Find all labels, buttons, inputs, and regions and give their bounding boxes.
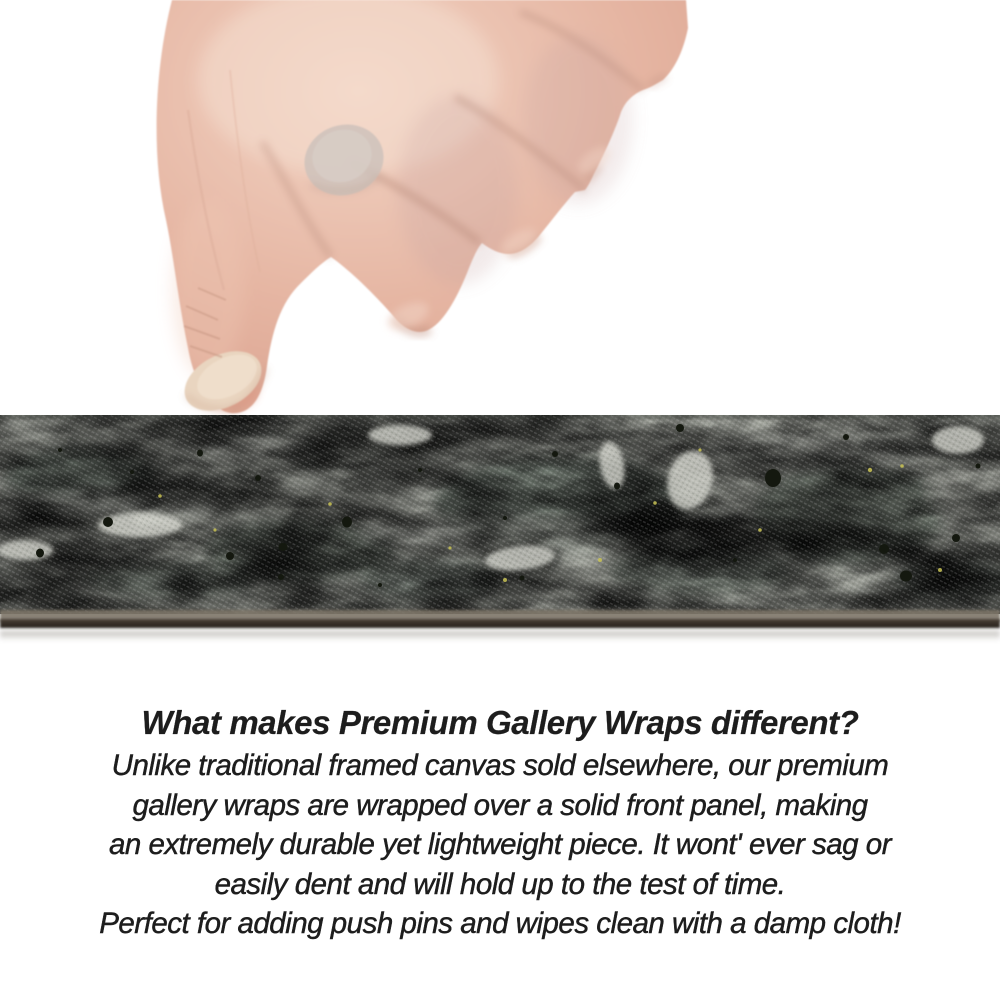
panel-shadow [0,631,1000,641]
hand-illustration [128,0,708,418]
body-line-1: Unlike traditional framed canvas sold elsewhere, our premium [111,749,889,782]
body-line-3: an extremely durable yet lightweight piece. It wont' ever sag or [108,828,892,862]
canvas-strip-illustration [0,408,1000,650]
canvas-strip-photo [0,408,1000,650]
body-line-2: gallery wraps are wrapped over a solid front panel, making [132,788,868,822]
hand-photo [128,0,708,418]
headline: What makes Premium Gallery Wraps different? [141,704,859,741]
body-line-4: easily dent and will hold up to the test of time. [214,867,786,901]
body-line-5: Perfect for adding push pins and wipes clean with a damp cloth! [99,907,901,941]
canvas-texture [0,415,1000,614]
marketing-copy [0,699,1000,944]
panel-dark-edge [0,619,1000,628]
